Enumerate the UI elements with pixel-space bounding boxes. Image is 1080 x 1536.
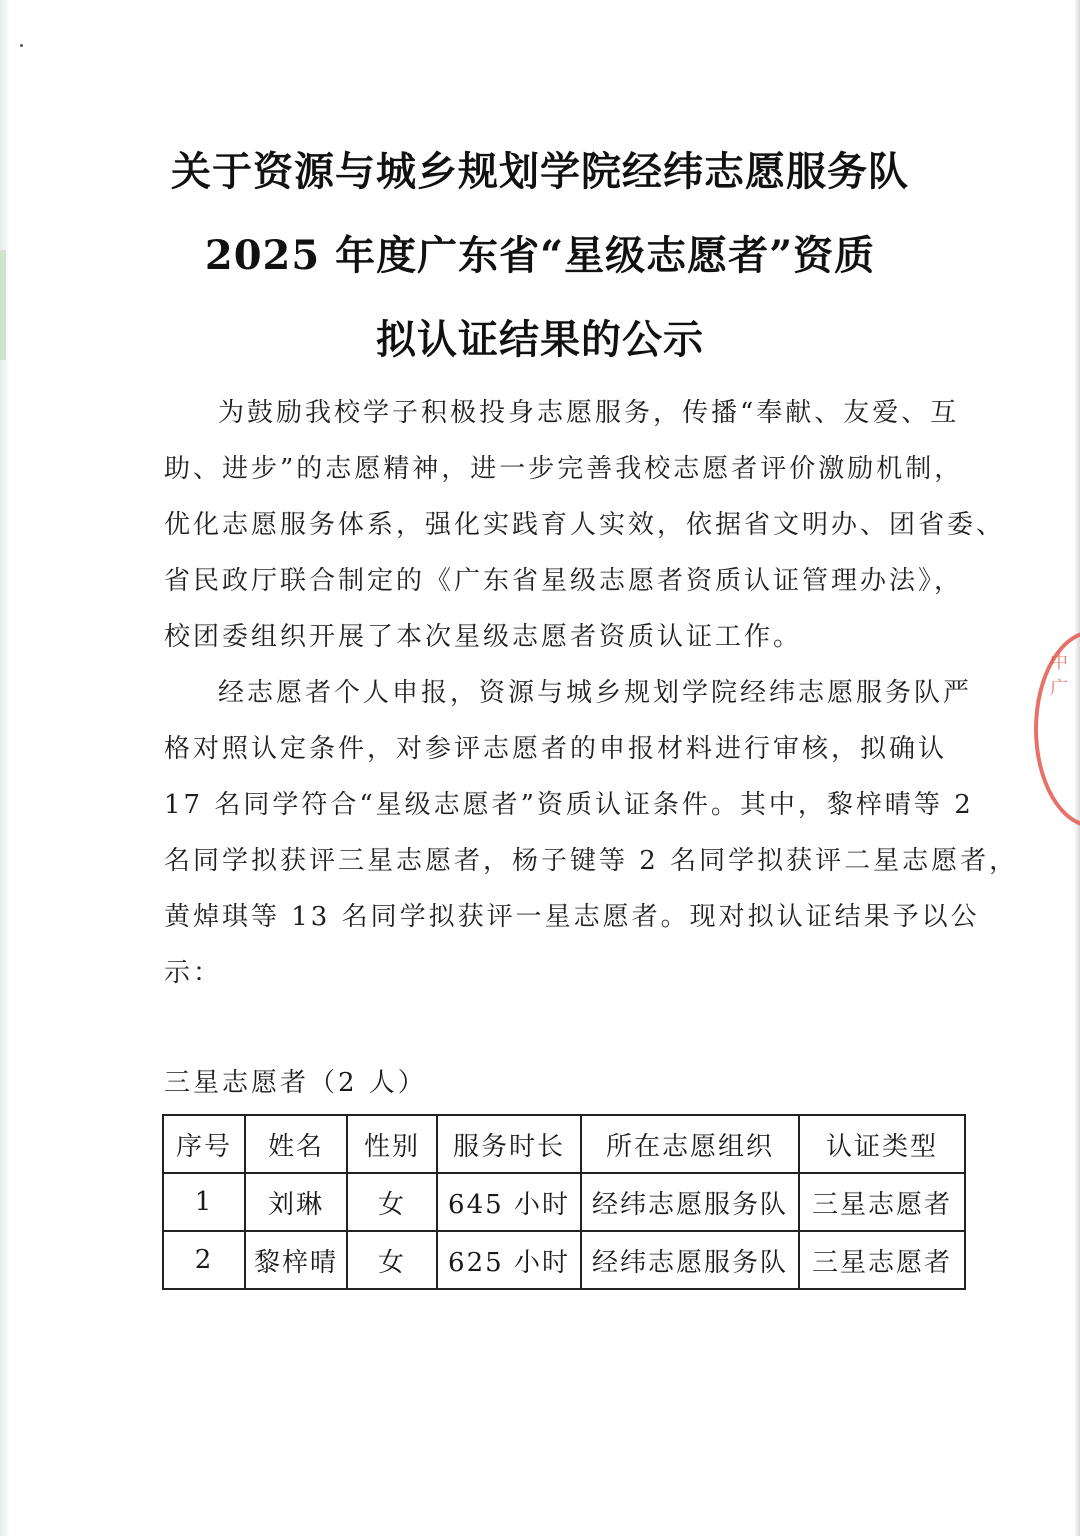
cell-name: 刘琳 <box>245 1173 347 1231</box>
cell-gender: 女 <box>347 1231 437 1289</box>
result-table <box>162 1114 966 1290</box>
cell-hours: 625 小时 <box>437 1231 581 1289</box>
paragraph-line: 助、进步”的志愿精神，进一步完善我校志愿者评价激励机制， <box>164 454 964 484</box>
cell-name: 黎梓晴 <box>245 1231 347 1289</box>
speck-mark <box>20 44 23 47</box>
section-label: 三星志愿者（2 人） <box>164 1068 427 1098</box>
paragraph-line: 17 名同学符合“星级志愿者”资质认证条件。其中，黎梓晴等 2 <box>164 790 974 820</box>
paragraph-line: 省民政厅联合制定的《广东省星级志愿者资质认证管理办法》， <box>164 566 964 596</box>
header-hours: 服务时长 <box>437 1115 581 1173</box>
cell-index: 1 <box>163 1173 245 1231</box>
header-organization: 所在志愿组织 <box>581 1115 799 1173</box>
paragraph-line: 为鼓励我校学子积极投身志愿服务，传播“奉献、友爱、互 <box>218 398 960 428</box>
official-seal-text: 中 广 <box>1050 652 1068 699</box>
paragraph-line: 格对照认定条件，对参评志愿者的申报材料进行审核，拟确认 <box>164 734 948 764</box>
cell-hours: 645 小时 <box>437 1173 581 1231</box>
header-gender: 性别 <box>347 1115 437 1173</box>
title-line-3: 拟认证结果的公示 <box>376 316 704 363</box>
cell-type: 三星志愿者 <box>799 1173 965 1231</box>
table-row <box>163 1231 965 1289</box>
cell-organization: 经纬志愿服务队 <box>581 1173 799 1231</box>
cell-type: 三星志愿者 <box>799 1231 965 1289</box>
header-type: 认证类型 <box>799 1115 965 1173</box>
paragraph-line: 经志愿者个人申报，资源与城乡规划学院经纬志愿服务队严 <box>218 678 973 708</box>
cell-organization: 经纬志愿服务队 <box>581 1231 799 1289</box>
paragraph-line: 优化志愿服务体系，强化实践育人实效，依据省文明办、团省委、 <box>164 510 1006 540</box>
title-line-1: 关于资源与城乡规划学院经纬志愿服务队 <box>171 148 909 195</box>
paragraph-line: 名同学拟获评三星志愿者，杨子键等 2 名同学拟获评二星志愿者， <box>164 846 1019 876</box>
paragraph-line: 黄焯琪等 13 名同学拟获评一星志愿者。现对拟认证结果予以公 <box>164 902 980 932</box>
header-name: 姓名 <box>245 1115 347 1173</box>
table-header-row <box>163 1115 965 1173</box>
paragraph-line: 校团委组织开展了本次星级志愿者资质认证工作。 <box>164 622 803 652</box>
cell-gender: 女 <box>347 1173 437 1231</box>
table-row <box>163 1173 965 1231</box>
cell-index: 2 <box>163 1231 245 1289</box>
title-line-2: 2025 年度广东省“星级志愿者”资质 <box>204 232 876 279</box>
header-index: 序号 <box>163 1115 245 1173</box>
paragraph-line: 示： <box>164 958 223 988</box>
